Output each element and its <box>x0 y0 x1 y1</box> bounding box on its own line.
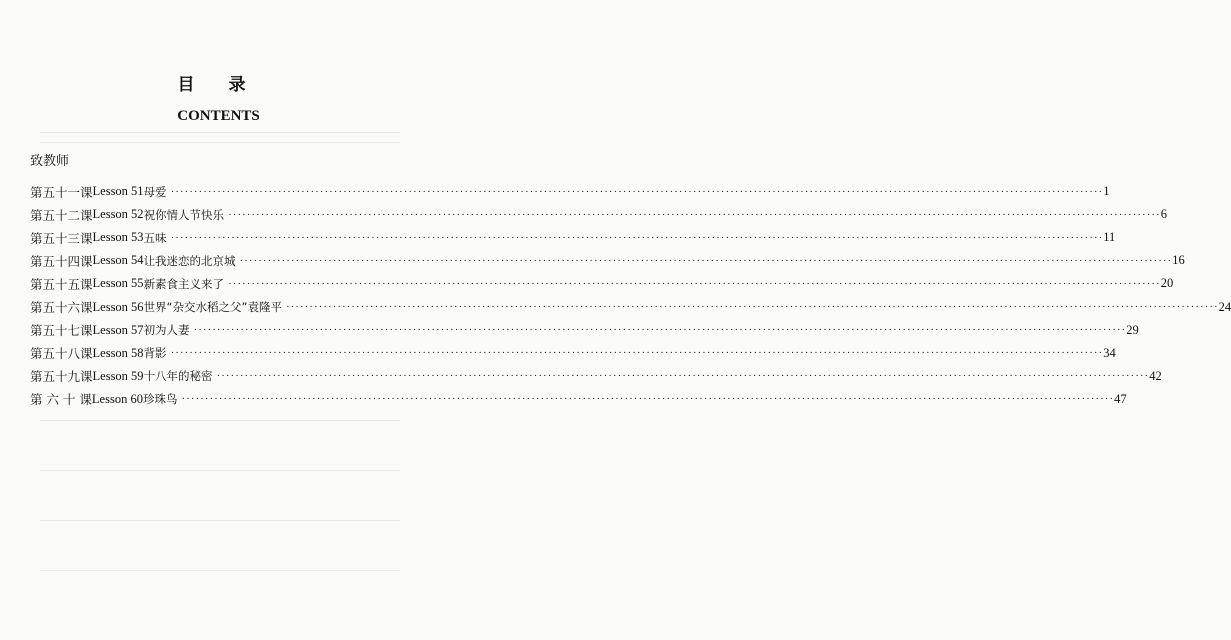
page-title-english: CONTENTS <box>177 108 260 124</box>
lesson-label: Lesson 54 <box>92 253 144 268</box>
bleed-through-line <box>40 570 400 571</box>
lesson-label: Lesson 57 <box>92 322 144 337</box>
page-title-chinese: 目 录 <box>177 75 260 95</box>
chapter-number: 第五十一课 <box>30 184 93 200</box>
bleed-through-line <box>40 132 400 133</box>
dot-leader: ········································································································································································································ <box>170 185 1104 198</box>
toc-row[interactable] <box>30 342 1116 365</box>
dot-leader: ········································································································································································································ <box>216 370 1150 383</box>
dot-leader: ········································································································································································································ <box>228 277 1161 290</box>
toc-row[interactable] <box>30 388 1127 411</box>
chapter-number: 第五十四课 <box>30 253 93 269</box>
page-number: 47 <box>1114 391 1127 406</box>
toc-list <box>30 180 1231 411</box>
toc-row[interactable] <box>30 180 1110 203</box>
chapter-number: 第五十八课 <box>30 346 93 362</box>
lesson-label: Lesson 51 <box>92 184 144 199</box>
dot-leader: ········································································································································································································ <box>181 393 1115 406</box>
page-number: 6 <box>1160 207 1167 222</box>
lesson-title: 十八年的秘密 <box>143 369 213 384</box>
chapter-number: 第五十六课 <box>30 300 93 316</box>
page-number: 1 <box>1103 184 1110 199</box>
toc-row[interactable] <box>30 249 1185 272</box>
toc-row[interactable] <box>30 365 1162 388</box>
toc-row[interactable] <box>30 319 1139 342</box>
bleed-through-line <box>40 142 400 143</box>
lesson-title: 祝你情人节快乐 <box>143 207 225 222</box>
page-number: 24 <box>1218 299 1231 314</box>
dot-leader: ········································································································································································································ <box>170 347 1104 360</box>
chapter-number: 第五十七课 <box>30 323 93 339</box>
lesson-title: 初为人妻 <box>143 323 190 338</box>
lesson-label: Lesson 59 <box>92 368 144 383</box>
lesson-title: 让我迷恋的北京城 <box>143 253 236 268</box>
page-number: 42 <box>1149 368 1162 383</box>
page-number: 29 <box>1126 322 1139 337</box>
bleed-through-line <box>40 470 400 471</box>
lesson-label: Lesson 55 <box>92 276 144 291</box>
chapter-number: 第五十九课 <box>30 369 93 385</box>
dot-leader: ········································································································································································································ <box>228 208 1161 221</box>
chapter-number: 第五十三课 <box>30 230 93 246</box>
lesson-label: Lesson 58 <box>92 345 144 360</box>
lesson-title: 母爱 <box>143 184 167 199</box>
dot-leader: ········································································································································································································ <box>193 324 1127 337</box>
chapter-number: 第五十二课 <box>30 207 93 223</box>
page-number: 34 <box>1103 345 1116 360</box>
chapter-number: 第 六 十 课 <box>30 392 92 408</box>
lesson-label: Lesson 53 <box>92 230 144 245</box>
lesson-label: Lesson 52 <box>92 207 144 222</box>
dot-leader: ········································································································································································································ <box>239 254 1173 267</box>
bleed-through-line <box>40 520 400 521</box>
toc-row[interactable] <box>30 226 1116 249</box>
page-number: 16 <box>1172 253 1185 268</box>
lesson-title: 五味 <box>143 230 167 245</box>
lesson-label: Lesson 56 <box>92 299 144 314</box>
toc-entry-teacher-note[interactable]: 致教师 <box>30 154 70 169</box>
lesson-title: 珍珠鸟 <box>142 392 178 407</box>
toc-row[interactable] <box>30 295 1231 318</box>
toc-row[interactable] <box>30 272 1174 295</box>
dot-leader: ········································································································································································································ <box>170 231 1104 244</box>
page-number: 11 <box>1103 230 1116 245</box>
lesson-title: 世界“杂交水稻之父”袁隆平 <box>143 300 282 315</box>
toc-row[interactable] <box>30 203 1167 226</box>
lesson-label: Lesson 60 <box>91 391 143 406</box>
bleed-through-line <box>40 420 400 421</box>
page-number: 20 <box>1160 276 1174 291</box>
lesson-title: 背影 <box>143 346 167 361</box>
chapter-number: 第五十五课 <box>30 276 93 292</box>
lesson-title: 新素食主义来了 <box>143 276 225 291</box>
dot-leader: ········································································································································································································ <box>285 301 1219 314</box>
